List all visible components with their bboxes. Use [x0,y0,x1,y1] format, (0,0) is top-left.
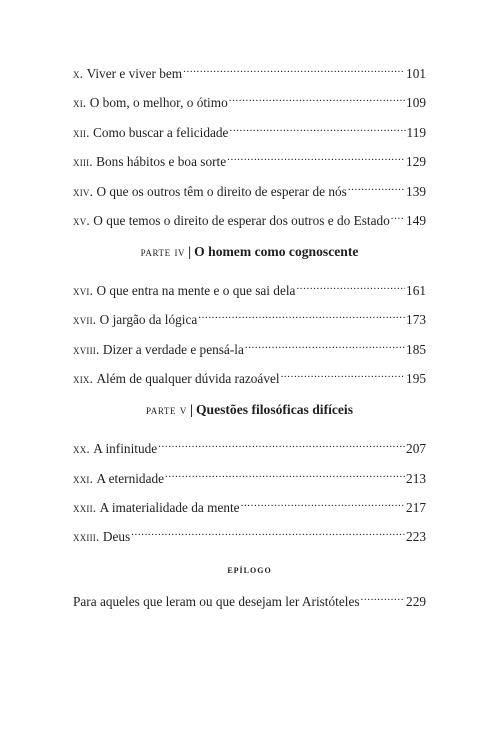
table-of-contents [73,62,426,610]
toc-entry[interactable] [73,338,426,357]
chapter-number: xxi. [73,470,94,486]
toc-entry[interactable] [73,209,426,228]
dot-leader [158,437,405,453]
page-number: 213 [406,470,426,486]
chapter-number: x. [73,66,84,81]
chapter-title: Bons hábitos e boa sorte [96,154,227,170]
dot-leader [281,367,405,383]
chapter-number: xvii. [73,312,97,328]
chapter-title: A imaterialidade da mente [99,499,240,515]
chapter-title: O que os outros têm o direito de esperar de nós [96,183,347,199]
page-number: 185 [406,341,426,357]
toc-entry[interactable] [73,525,426,545]
dot-leader [361,590,406,606]
page-number: 119 [406,124,426,140]
toc-entry[interactable] [73,121,426,140]
toc-entry[interactable] [73,437,426,457]
part-separator: | [189,402,193,418]
page-number: 149 [406,212,426,228]
toc-section-part-iv [73,279,426,387]
chapter-number: xv. [73,212,90,228]
dot-leader [165,467,405,483]
chapter-title: A eternidade [96,470,165,486]
toc-entry[interactable] [73,279,426,298]
toc-entry-epilogue[interactable] [73,590,426,610]
toc-entry[interactable] [73,91,426,111]
dot-leader [183,62,405,78]
part-separator: | [188,243,192,259]
page-number: 207 [406,441,426,457]
chapter-title: Como buscar a felicidade [92,124,229,140]
page-number: 195 [406,371,426,387]
chapter-title: Dizer a verdade e pensá-la [102,341,244,357]
page-number: 139 [406,183,426,199]
page-number: 161 [406,282,426,298]
toc-entry[interactable] [73,180,426,199]
toc-section-part-iii [73,62,426,228]
dot-leader [131,525,405,541]
page-number: 229 [406,594,426,610]
chapter-number: xiv. [73,183,94,199]
dot-leader [245,338,405,354]
chapter-title: O que entra na mente e o que sai dela [96,282,296,298]
chapter-title: Além de qualquer dúvida razoável [96,371,280,387]
page-number: 109 [406,95,426,111]
part-title: Questões filosóficas difíceis [195,402,354,418]
chapter-number: xviii. [73,341,100,357]
dot-leader [391,209,405,225]
dot-leader [348,180,405,196]
dot-leader [229,91,405,107]
chapter-title: O bom, o melhor, o ótimo [89,95,228,111]
part-label: parte iv [140,244,186,259]
part-label: parte v [145,403,187,418]
toc-entry[interactable] [73,308,426,328]
part-title: O homem como cognoscente [194,243,359,259]
chapter-title: Deus [102,529,131,545]
chapter-number: xiii. [73,154,93,170]
page-number: 129 [406,154,426,170]
epilogue-heading: epílogo [227,562,272,577]
toc-entry[interactable] [73,496,426,515]
toc-entry[interactable] [73,367,426,387]
chapter-title: O jargão da lógica [99,312,198,328]
toc-section-part-v [73,437,426,545]
chapter-number: xii. [73,124,90,140]
page-number: 223 [406,529,426,545]
part-heading [73,244,426,260]
chapter-number: xxii. [73,499,97,515]
dot-leader [198,308,405,324]
chapter-number: xix. [73,371,94,387]
chapter-title: Viver e viver bem [86,66,183,81]
page-number: 101 [406,66,426,81]
dot-leader [227,150,405,166]
page-number: 217 [406,499,426,515]
toc-entry[interactable] [73,467,426,486]
chapter-number: xxiii. [73,529,100,545]
chapter-title: O que temos o direito de esperar dos outros e do Estado [93,212,390,228]
chapter-number: xi. [73,95,87,111]
toc-entry[interactable] [73,150,426,170]
dot-leader [241,496,405,512]
chapter-number: xx. [73,441,90,457]
chapter-number: xvi. [73,282,94,298]
dot-leader [229,121,405,137]
part-heading [73,402,426,418]
page-number: 173 [406,312,426,328]
toc-entry[interactable] [73,62,426,81]
chapter-title: A infinitude [93,441,158,457]
epilogue-title: Para aqueles que leram ou que desejam ler Aristóteles [73,594,360,610]
dot-leader [296,279,405,295]
